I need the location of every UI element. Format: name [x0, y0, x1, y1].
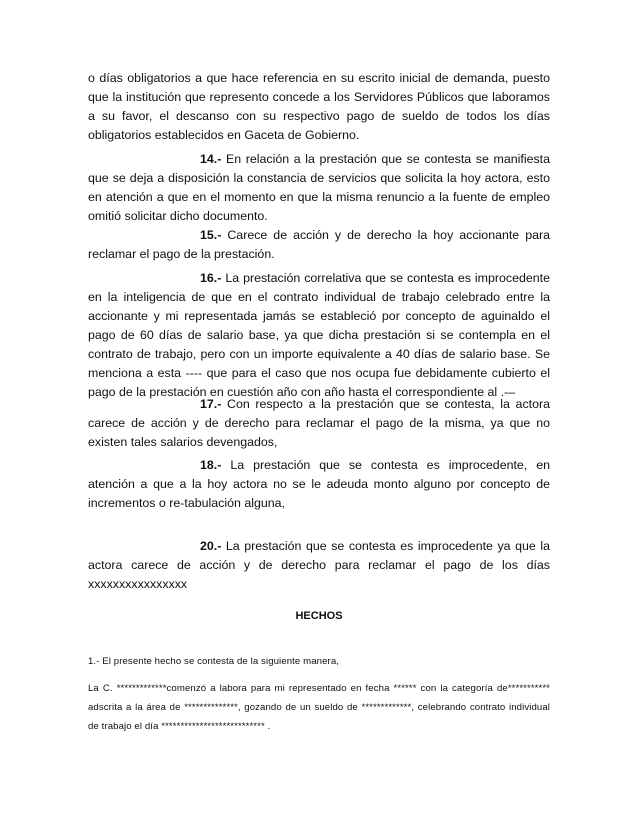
- paragraph-text: Carece de acción y de derecho la hoy accionante para reclamar el pago de la prestación.: [88, 228, 550, 261]
- paragraph-number: 17.-: [200, 397, 222, 411]
- paragraph-text: En relación a la prestación que se contesta se manifiesta que se deja a disposición la constancia de servicios que solicita la hoy actora, esto en atención a que en el momento en que la misma renuncio a la fuente de empleo omitió solicitar dicho documento.: [88, 152, 550, 223]
- fact-1: 1.- El presente hecho se contesta de la siguiente manera,: [88, 656, 340, 667]
- paragraph-number: 16.-: [200, 271, 222, 285]
- fact-2: La C. *************comenzó a labora para mi representado en fecha ****** con la categoría de*********** adscrita a la área de **************, gozando de un sueldo de *************, celebrando contrato individual de trabajo el día *************************** .: [88, 683, 550, 732]
- paragraph-number: 18.-: [200, 458, 222, 472]
- paragraph-18: [88, 456, 550, 513]
- paragraph-number: 15.-: [200, 228, 222, 242]
- paragraph-20: [88, 537, 550, 594]
- paragraph-text: La prestación correlativa que se contesta es improcedente en la inteligencia de que en el contrato individual de trabajo celebrado entre la accionante y mi representada jamás se estableció por concepto de aguinaldo el pago de 60 días de salario base, ya que dicha prestación si se contempla en el contrato de trabajo, pero con un importe equivalente a 40 días de salario base. Se menciona a esta ---- que para el caso que nos ocupa fue debidamente cubierto el pago de la prestación en cuestión año con año hasta el correspondiente al .-–: [88, 271, 550, 399]
- paragraph-text: Con respecto a la prestación que se contesta, la actora carece de acción y de derecho para reclamar el pago de la misma, ya que no existen tales salarios devengados,: [88, 397, 550, 449]
- paragraph-16: [88, 269, 550, 402]
- paragraph-number: 20.-: [200, 539, 222, 553]
- paragraph-14: [88, 150, 550, 226]
- section-heading: HECHOS: [295, 610, 343, 622]
- paragraph-text: La prestación que se contesta es improcedente ya que la actora carece de acción y de derecho para reclamar el pago de los días xxxxxxxxxxxxxxxx: [88, 539, 550, 591]
- paragraph-text: La prestación que se contesta es improcedente, en atención a que a la hoy actora no se le adeuda monto alguno por concepto de incrementos o re-tabulación alguna,: [88, 458, 550, 510]
- paragraph-15: [88, 226, 550, 264]
- intro-paragraph: o días obligatorios a que hace referencia en su escrito inicial de demanda, puesto que la institución que represento concede a los Servidores Públicos que laboramos a su favor, el descanso con su respectivo pago de sueldo de todos los días obligatorios establecidos en Gaceta de Gobierno.: [88, 71, 550, 142]
- paragraph-17: [88, 395, 550, 452]
- paragraph-number: 14.-: [200, 152, 222, 166]
